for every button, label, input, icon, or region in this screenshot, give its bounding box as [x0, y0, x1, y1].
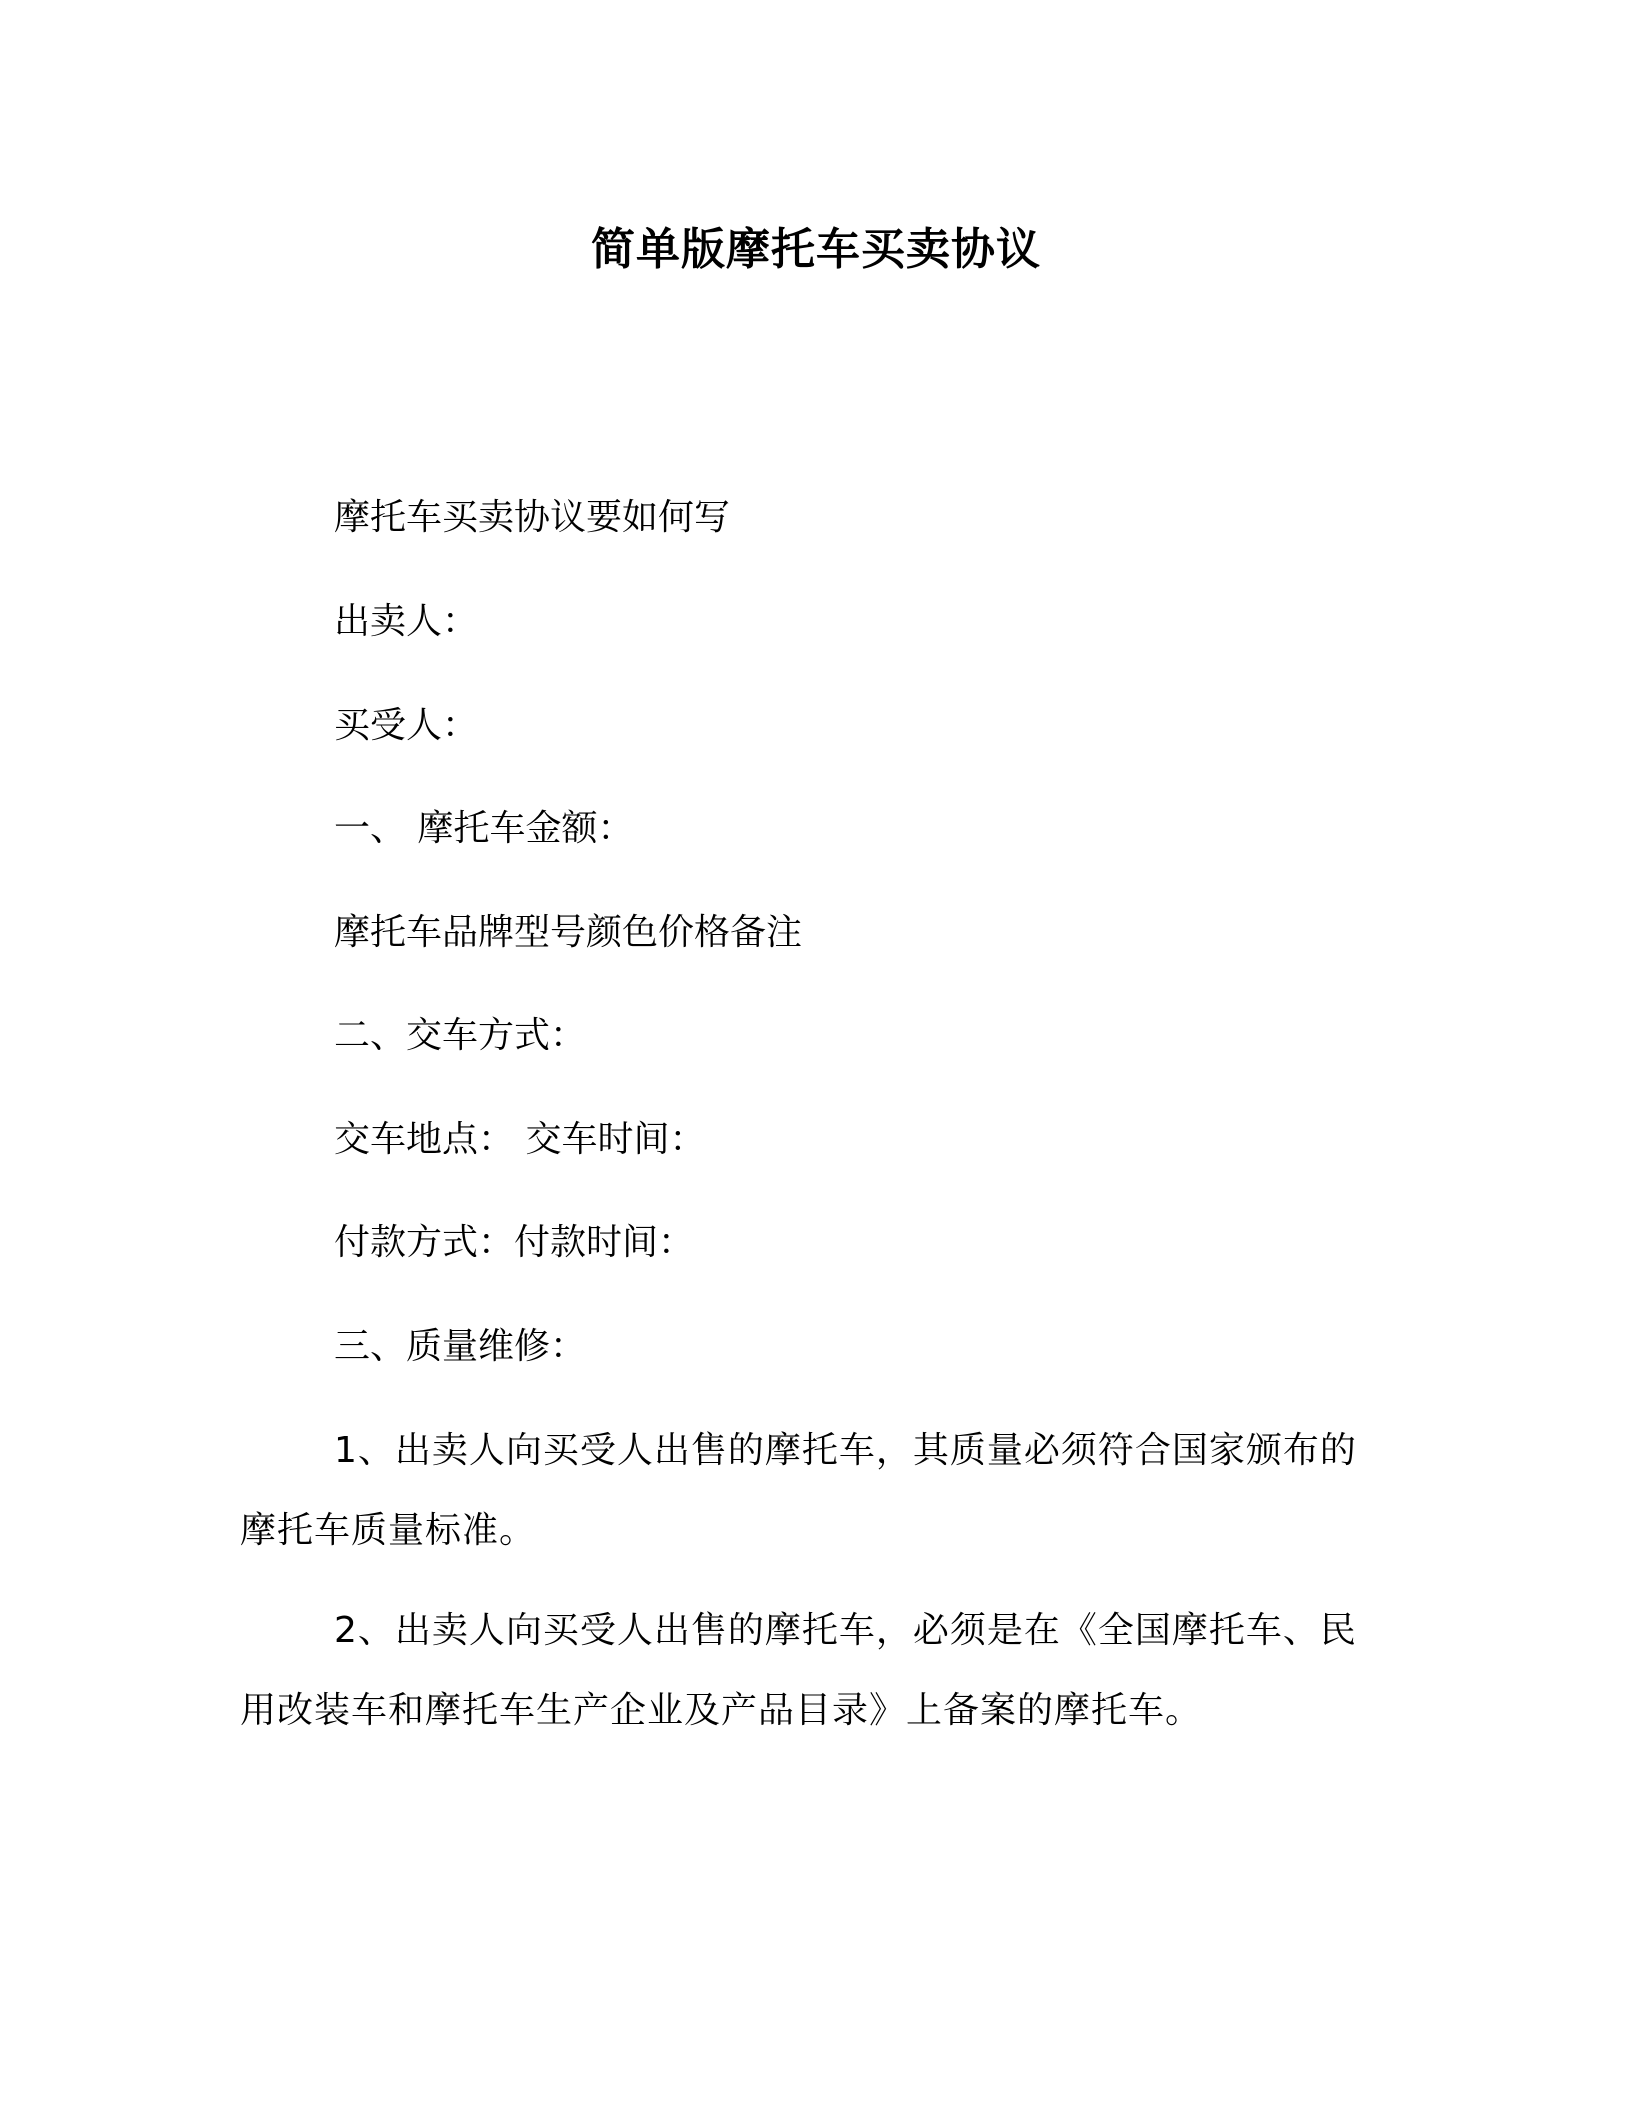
section-one-amount: 一、 摩托车金额： [334, 808, 634, 849]
section-heading-how-to-write: 摩托车买卖协议要如何写 [334, 497, 731, 538]
clause-1-paragraph: 1、出卖人向买受人出售的摩托车，其质量必须符合国家颁布的摩托车质量标准。 [240, 1430, 1357, 1551]
vehicle-details-line: 摩托车品牌型号颜色价格备注 [334, 912, 803, 953]
seller-label: 出卖人： [334, 601, 479, 642]
payment-method-time-line: 付款方式：付款时间： [334, 1222, 695, 1263]
delivery-place-time-line: 交车地点： 交车时间： [334, 1119, 706, 1160]
section-two-delivery: 二、交车方式： [334, 1015, 587, 1056]
buyer-label: 买受人： [334, 705, 479, 746]
document-title: 简单版摩托车买卖协议 [591, 224, 1041, 275]
section-three-quality: 三、质量维修： [334, 1326, 587, 1367]
clause-2-paragraph: 2、出卖人向买受人出售的摩托车，必须是在《全国摩托车、民用改装车和摩托车生产企业及产品目录》上备案的摩托车。 [240, 1610, 1357, 1731]
